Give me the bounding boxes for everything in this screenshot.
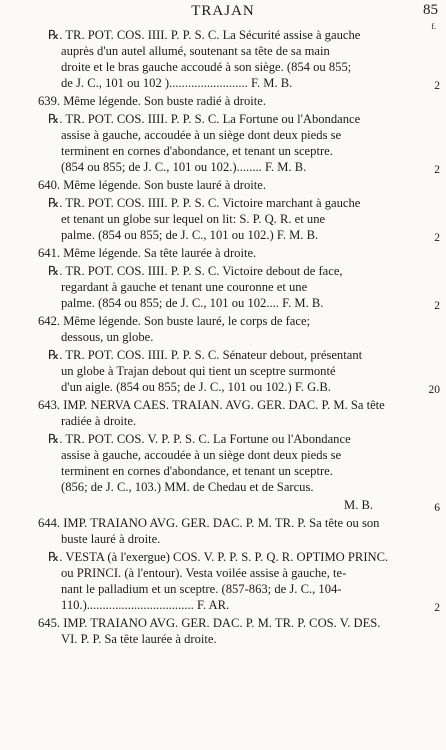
text-line: un globe à Trajan debout qui tient un sceptre surmonté bbox=[61, 364, 336, 378]
text-line: ou PRINCI. (à l'entour). Vesta voilée assise à gauche, te- bbox=[61, 566, 347, 580]
text-line: droite et le bras gauche accoudé à son siège. (854 ou 855; bbox=[61, 60, 352, 74]
text-line: ℞. TR. POT. COS. IIII. P. P. S. C. Victoire debout de face, bbox=[48, 264, 343, 278]
text-line: assise à gauche, accoudée à un siège dont deux pieds se bbox=[61, 128, 342, 142]
rarity-number: 20 bbox=[428, 384, 440, 396]
text-line: M. B. bbox=[344, 498, 374, 512]
text-line: (856; de J. C., 103.) MM. de Chedau et de Sarcus. bbox=[61, 480, 314, 494]
text-line: 643. IMP. NERVA CAES. TRAIAN. AVG. GER. DAC. P. M. Sa tête bbox=[38, 398, 385, 412]
text-line: radiée à droite. bbox=[61, 414, 137, 428]
text-line: de J. C., 101 ou 102 )......................... F. M. B. bbox=[61, 76, 293, 90]
running-head: TRAJAN bbox=[191, 3, 255, 19]
text-line: ℞. TR. POT. COS. IIII. P. P. S. C. La Sécurité assise à gauche bbox=[48, 28, 361, 42]
rarity-number: 2 bbox=[434, 300, 440, 312]
text-line: buste lauré à droite. bbox=[61, 532, 161, 546]
text-line: dessous, un globe. bbox=[61, 330, 154, 344]
text-line: 110.).................................. F. AR. bbox=[61, 598, 230, 612]
text-line: palme. (854 ou 855; de J. C., 101 ou 102.... F. M. B. bbox=[61, 296, 324, 310]
rarity-number: 2 bbox=[434, 232, 440, 244]
text-line: assise à gauche, accoudée à un siège dont deux pieds se bbox=[61, 448, 342, 462]
text-line: palme. (854 ou 855; de J. C., 101 ou 102.) F. M. B. bbox=[61, 228, 319, 242]
text-line: ℞. TR. POT. COS. IIII. P. P. S. C. Sénateur debout, présentant bbox=[48, 348, 363, 362]
text-line: ℞. TR. POT. COS. IIII. P. P. S. C. Victoire marchant à gauche bbox=[48, 196, 361, 210]
rarity-number: 2 bbox=[434, 602, 440, 614]
text-line: 642. Même légende. Son buste lauré, le corps de face; bbox=[38, 314, 311, 328]
text-line: ℞. TR. POT. COS. V. P. P. S. C. La Fortune ou l'Abondance bbox=[48, 432, 351, 446]
page-number: 85 bbox=[423, 2, 438, 18]
text-line: terminent en cornes d'abondance, et tenant un sceptre. bbox=[61, 144, 333, 158]
text-line: d'un aigle. (854 ou 855; de J. C., 101 ou 102.) F. G.B. bbox=[61, 380, 331, 394]
text-line: (854 ou 855; de J. C., 101 ou 102.)........ F. M. B. bbox=[61, 160, 307, 174]
text-line: 645. IMP. TRAIANO AVG. GER. DAC. P. M. TR. P. COS. V. DES. bbox=[38, 616, 381, 630]
text-line: nant le palladium et un sceptre. (857-863; de J. C., 104- bbox=[61, 582, 342, 596]
text-line: regardant à gauche et tenant une couronne et une bbox=[61, 280, 308, 294]
text-line: ℞. TR. POT. COS. IIII. P. P. S. C. La Fortune ou l'Abondance bbox=[48, 112, 361, 126]
text-line: VI. P. P. Sa tête laurée à droite. bbox=[61, 632, 217, 646]
rarity-number: 6 bbox=[434, 502, 440, 514]
text-line: et tenant un globe sur lequel on lit: S. P. Q. R. et une bbox=[61, 212, 326, 226]
text-line: 641. Même légende. Sa tête laurée à droite. bbox=[38, 246, 257, 260]
page-mark: f. bbox=[431, 22, 436, 31]
text-line: terminent en cornes d'abondance, et tenant un sceptre. bbox=[61, 464, 333, 478]
text-line: 640. Même légende. Son buste lauré à droite. bbox=[38, 178, 267, 192]
rarity-number: 2 bbox=[434, 164, 440, 176]
text-line: 639. Même légende. Son buste radié à droite. bbox=[38, 94, 267, 108]
rarity-number: 2 bbox=[434, 80, 440, 92]
text-line: 644. IMP. TRAIANO AVG. GER. DAC. P. M. TR. P. Sa tête ou son bbox=[38, 516, 380, 530]
text-line: auprès d'un autel allumé, soutenant sa tête de sa main bbox=[61, 44, 330, 58]
text-line: ℞. VESTA (à l'exergue) COS. V. P. P. S. P. Q. R. OPTIMO PRINC. bbox=[48, 550, 389, 564]
